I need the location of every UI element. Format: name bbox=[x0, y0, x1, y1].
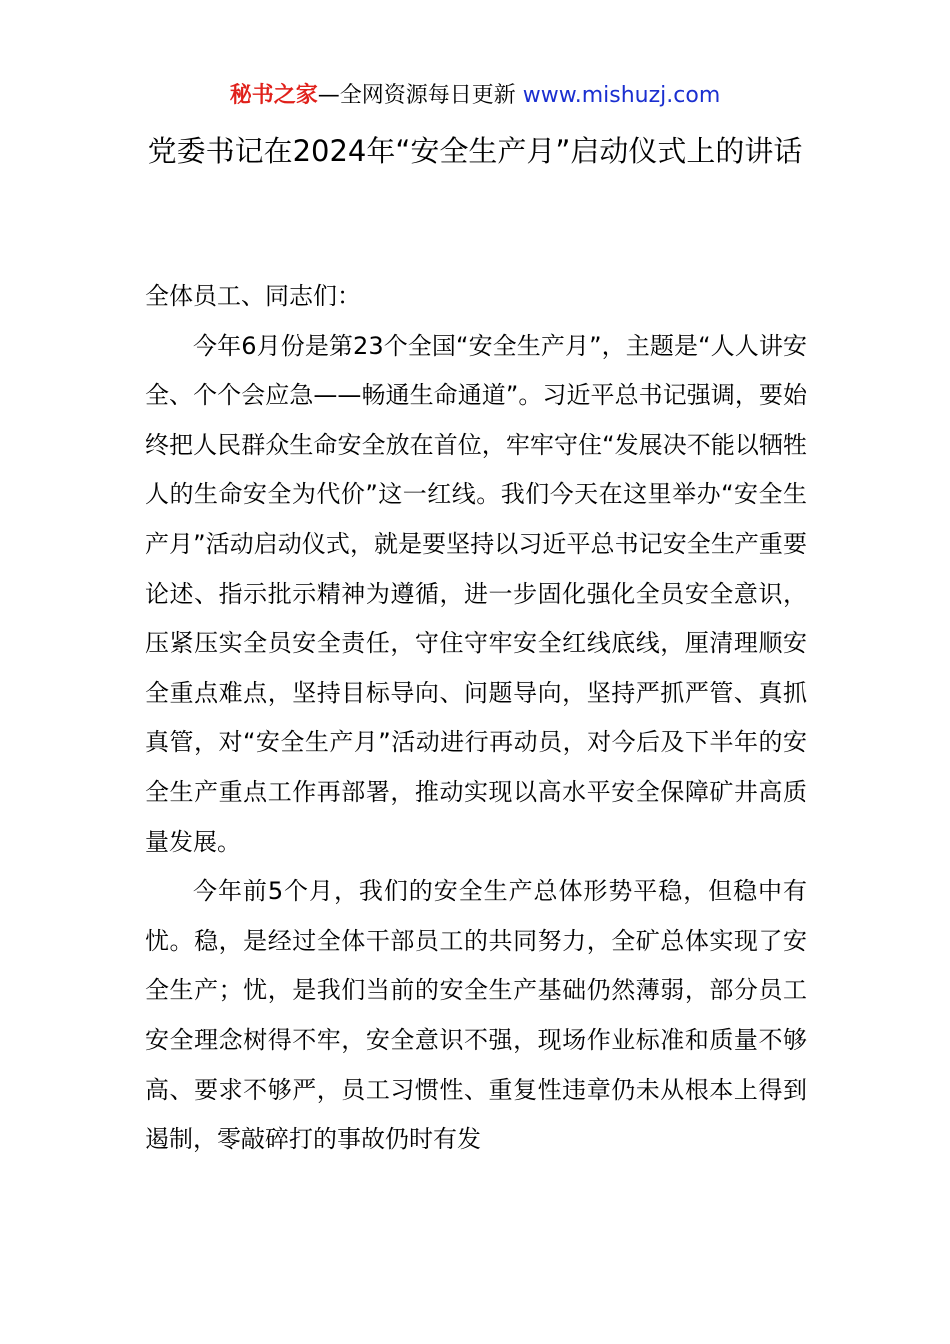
header-tagline: —全网资源每日更新 bbox=[317, 83, 523, 108]
document-body bbox=[145, 272, 807, 1165]
site-url-link[interactable]: www.mishuzj.com bbox=[522, 83, 721, 108]
document-title: 党委书记在2024年“安全生产月”启动仪式上的讲话 bbox=[147, 134, 803, 168]
salutation: 全体员工、同志们： bbox=[145, 282, 361, 310]
site-header bbox=[0, 80, 950, 112]
brand-name: 秘书之家 bbox=[229, 83, 318, 108]
paragraph: 今年前5个月，我们的安全生产总体形势平稳，但稳中有忧。稳，是经过全体干部员工的共同努力，全矿总体实现了安全生产；忧，是我们当前的安全生产基础仍然薄弱，部分员工安全理念树得不牢，安全意识不强，现场作业标准和质量不够高、要求不够严，员工习惯性、重复性违章仍未从根本上得到遏制，零敲碎打的事故仍时有发 bbox=[145, 877, 807, 1154]
paragraph: 今年6月份是第23个全国“安全生产月”，主题是“人人讲安全、个个会应急——畅通生命通道”。习近平总书记强调，要始终把人民群众生命安全放在首位，牢牢守住“发展决不能以牺牲人的生命安全为代价”这一红线。我们今天在这里举办“安全生产月”活动启动仪式，就是要坚持以习近平总书记安全生产重要论述、指示批示精神为遵循，进一步固化强化全员安全意识，压紧压实全员安全责任，守住守牢安全红线底线，厘清理顺安全重点难点，坚持目标导向、问题导向，坚持严抓严管、真抓真管，对“安全生产月”活动进行再动员，对今后及下半年的安全生产重点工作再部署，推动实现以高水平安全保障矿井高质量发展。 bbox=[145, 331, 807, 856]
